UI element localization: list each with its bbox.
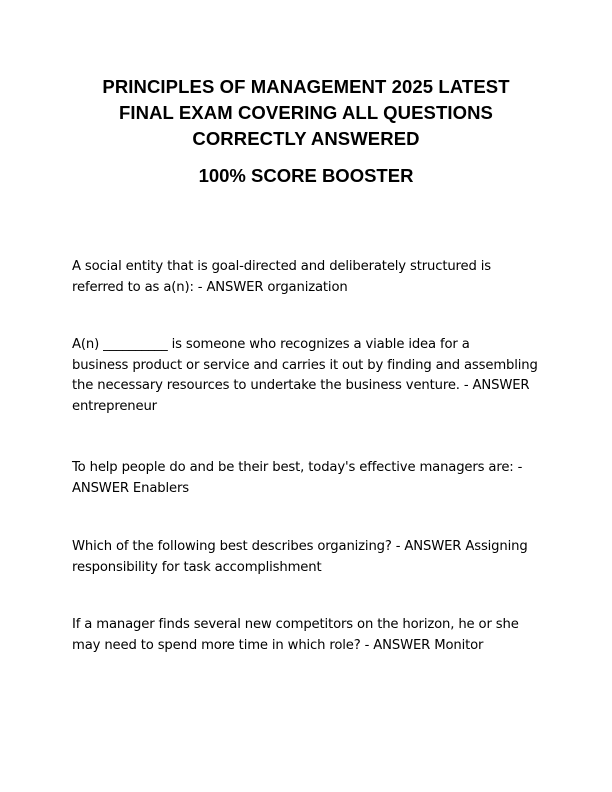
question-answer-item	[72, 257, 542, 298]
text-line: Which of the following best describes organizing? - ANSWER Assigning	[72, 539, 528, 554]
question-answer-item	[72, 458, 542, 499]
text-line: responsibility for task accomplishment	[72, 559, 322, 575]
text-line: If a manager finds several new competitors on the horizon, he or she	[72, 617, 519, 632]
question-answer-item	[72, 615, 542, 656]
title-line: CORRECTLY ANSWERED	[192, 128, 420, 149]
text-line: the necessary resources to undertake the business venture. - ANSWER	[72, 378, 530, 394]
question-answer-item	[72, 537, 542, 578]
text-line: entrepreneur	[72, 398, 157, 414]
document-subtitle: 100% SCORE BOOSTER	[198, 165, 414, 186]
title-line: PRINCIPLES OF MANAGEMENT 2025 LATEST	[102, 76, 510, 97]
question-answer-item	[72, 335, 542, 417]
text-line: A social entity that is goal-directed and deliberately structured is	[72, 259, 491, 274]
document-title	[72, 74, 540, 152]
text-line: business product or service and carries it out by finding and assembling	[72, 357, 538, 373]
text-line: may need to spend more time in which role? - ANSWER Monitor	[72, 637, 484, 653]
text-line: To help people do and be their best, today's effective managers are: -	[72, 460, 523, 475]
title-line: FINAL EXAM COVERING ALL QUESTIONS	[118, 102, 493, 123]
text-line: referred to as a(n): - ANSWER organization	[72, 279, 348, 295]
text-line: ANSWER Enablers	[72, 480, 189, 496]
text-line: A(n) __________ is someone who recognizes a viable idea for a	[72, 337, 470, 352]
